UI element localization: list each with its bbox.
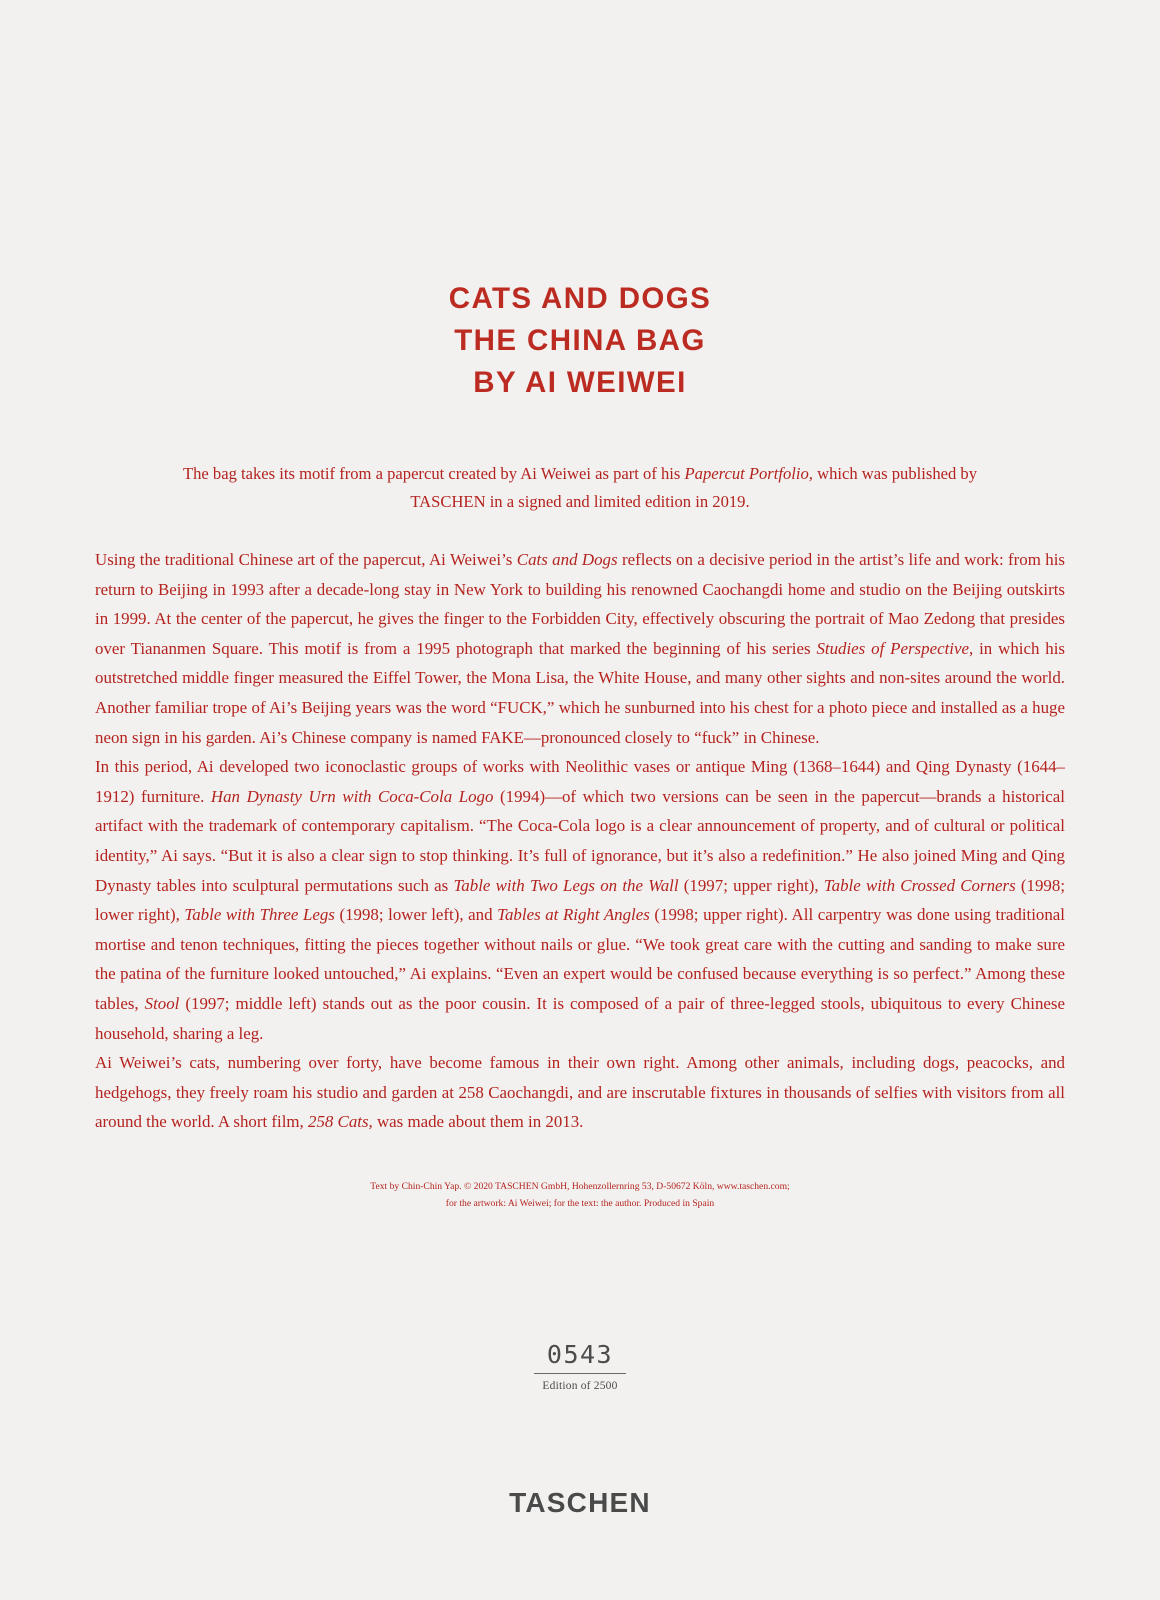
p1-text-b: reflects on a decisive period in the artist’s life and work: from his return to Beijing in 1993 after a decade-long stay in New York to building his renowned Caochangdi home and studio on the Beijing outskirts in 1999. At the center of the papercut, he gives the finger to the Forbidden City, effectively obscuring the portrait of Mao Zedong that presides over Tiananmen Square. This motif is from a 1995 photograph that marked the beginning of his series (95, 550, 1065, 658)
p1-italic-studies-of-perspective: Studies of Perspective, (816, 638, 974, 658)
p2-text-c: (1997; upper right), (678, 875, 824, 895)
p2-text-d: (1998; lower right), (95, 875, 1066, 925)
p1-text-a: Using the traditional Chinese art of the papercut, Ai Weiwei’s (95, 550, 517, 569)
intro-text-2: which was published by TASCHEN in a signed and limited edition in 2019. (410, 464, 978, 511)
title-line-3: BY AI WEIWEI (473, 366, 687, 399)
edition-divider (534, 1373, 626, 1374)
p2-text-f: (1998; upper right). All carpentry was done using traditional mortise and tenon techniques, fitting the pieces together without nails or glue. “We took great care with the cutting and sanding to make sure the patina of the furniture looked untouched,” Ai explains. “Even an expert would be confused because everything is so perfect.” Among these tables, (95, 905, 1065, 1013)
paragraph-1 (95, 545, 1065, 752)
credits-block (180, 1178, 980, 1212)
p2-text-b: (1994)—of which two versions can be seen in the papercut—brands a historical artifact with the trademark of contemporary capitalism. “The Coca-Cola logo is a clear announcement of property, and of cultural or political identity,” Ai says. “But it is also a clear sign to stop thinking. It’s full of ignorance, but it’s also a redefinition.” He also joined Ming and Qing Dynasty tables into sculptural permutations such as (95, 786, 1065, 895)
p2-italic-table-two-legs: Table with Two Legs on the Wall (453, 875, 679, 895)
p3-text-a: Ai Weiwei’s cats, numbering over forty, have become famous in their own right. Among other animals, including dogs, peacocks, and hedgehogs, they freely roam his studio and garden at 258 Caochangdi, and are inscrutable fixtures in thousands of selfies with visitors from all around the world. A short film, (95, 1053, 1065, 1132)
intro-italic-portfolio: Papercut Portfolio, (684, 464, 813, 483)
taschen-logo: TASCHEN (509, 1487, 651, 1518)
paragraph-2 (95, 752, 1065, 1048)
body-text (95, 545, 1065, 1137)
p2-italic-han-dynasty-urn: Han Dynasty Urn with Coca-Cola Logo (210, 786, 494, 806)
credits-line-1: Text by Chin-Chin Yap. © 2020 TASCHEN GmbH, Hohenzollernring 53, D-50672 Köln, www.taschen.com; (370, 1181, 790, 1192)
p2-text-e: (1998; lower left), and (334, 905, 498, 925)
edition-label: Edition of 2500 (542, 1380, 618, 1392)
p3-italic-258-cats: 258 Cats, (308, 1112, 373, 1132)
edition-block (0, 1340, 1160, 1392)
p1-italic-cats-and-dogs: Cats and Dogs (516, 550, 618, 569)
title-line-2: THE CHINA BAG (454, 324, 706, 357)
p1-text-c: in which his outstretched middle finger measured the Eiffel Tower, the Mona Lisa, the White House, and many other sights and non-sites around the world. Another familiar trope of Ai’s Beijing years was the word “FUCK,” which he sunburned into his chest for a photo piece and installed as a huge neon sign in his garden. Ai’s Chinese company is named FAKE—pronounced closely to “fuck” in Chinese. (95, 638, 1065, 747)
title-line-1: CATS AND DOGS (448, 282, 712, 315)
p2-text-g: (1997; middle left) stands out as the poor cousin. It is composed of a pair of three-legged stools, ubiquitous to every Chinese household, sharing a leg. (95, 993, 1065, 1043)
paragraph-3 (95, 1048, 1065, 1137)
page-title (0, 278, 1160, 404)
intro-text-1: The bag takes its motif from a papercut created by Ai Weiwei as part of his (182, 464, 685, 483)
p3-text-b: was made about them in 2013. (372, 1112, 584, 1132)
p2-italic-tables-right-angles: Tables at Right Angles (497, 905, 650, 925)
intro-paragraph (180, 460, 980, 516)
p2-italic-stool: Stool (144, 993, 180, 1013)
p2-italic-table-crossed-corners: Table with Crossed Corners (823, 875, 1016, 895)
credits-line-2: for the artwork: Ai Weiwei; for the text: the author. Produced in Spain (445, 1198, 715, 1209)
edition-number: 0543 (546, 1340, 614, 1369)
p2-italic-table-three-legs: Table with Three Legs (184, 905, 335, 925)
p2-text-a: In this period, Ai developed two iconoclastic groups of works with Neolithic vases or antique Ming (1368–1644) and Qing Dynasty (1644–1912) furniture. (95, 757, 1065, 806)
